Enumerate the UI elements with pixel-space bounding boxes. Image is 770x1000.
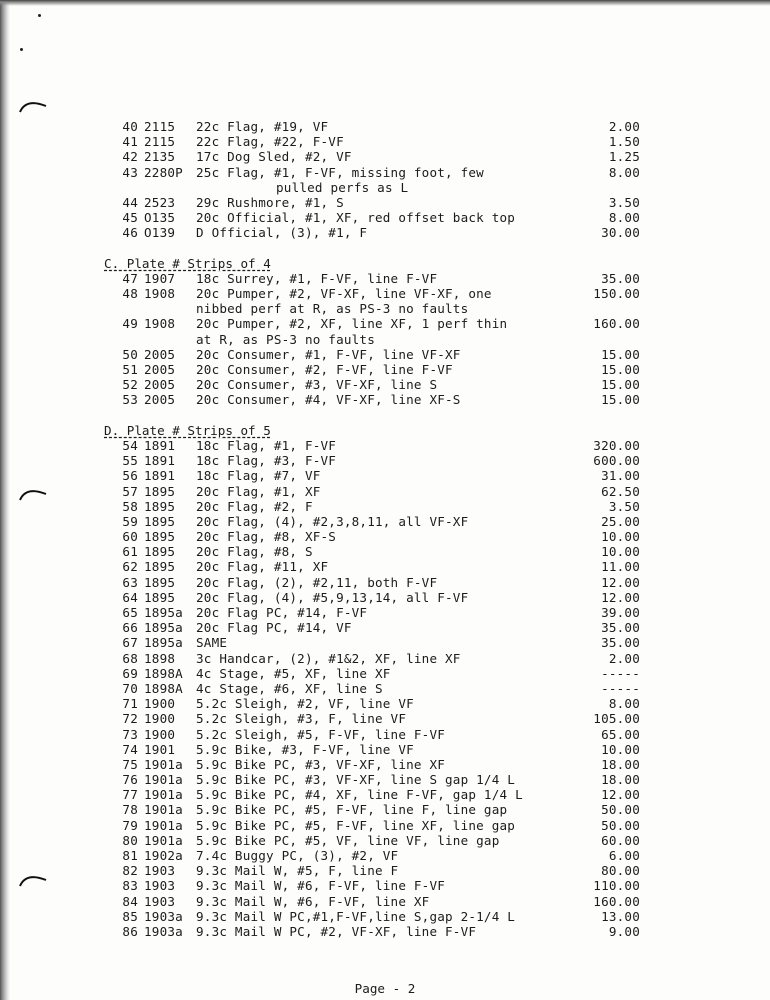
lot-number: 62 [122, 559, 138, 575]
lot-description: 20c Flag PC, #14, VF [196, 620, 352, 636]
lot-description: 20c Pumper, #2, VF-XF, line VF-XF, one [196, 286, 492, 302]
lot-row [102, 484, 662, 499]
lot-row [102, 316, 662, 331]
lot-number: 41 [122, 134, 138, 150]
lot-row [102, 833, 662, 848]
lot-price: 80.00 [601, 863, 640, 879]
section-heading: C. Plate # Strips of 4 [104, 255, 271, 271]
catalog-number: 1903 [144, 893, 176, 909]
catalog-number: 2115 [144, 119, 176, 134]
lot-description: 9.3c Mail W PC,#1,F-VF,line S,gap 2-1/4 L [196, 908, 516, 924]
lot-number: 67 [122, 635, 138, 651]
lot-row-continuation [102, 180, 662, 195]
lot-description: D Official, (3), #1, F [196, 225, 368, 241]
catalog-number: 1895 [144, 498, 176, 514]
lot-number: 74 [122, 741, 138, 757]
lot-description: 5.2c Sleigh, #2, VF, line VF [196, 696, 414, 712]
lot-price: 3.50 [608, 194, 640, 210]
catalog-number: 1895a [144, 620, 183, 636]
lot-price: 110.00 [593, 878, 640, 894]
lot-description: 5.2c Sleigh, #3, F, line VF [196, 711, 407, 727]
lot-row [102, 271, 662, 286]
catalog-number: 1891 [144, 468, 176, 484]
lot-row [102, 605, 662, 620]
lot-number: 78 [122, 802, 138, 818]
lot-row [102, 225, 662, 240]
lot-price: 10.00 [601, 741, 640, 757]
lot-number: 60 [122, 529, 138, 545]
lot-row [102, 392, 662, 407]
lot-number: 85 [122, 908, 138, 924]
lot-row [102, 818, 662, 833]
catalog-number: 1901a [144, 772, 183, 788]
lot-row [102, 468, 662, 483]
lot-row [102, 590, 662, 605]
binder-hole-mark [18, 870, 48, 888]
lot-description: 4c Stage, #6, XF, line S [196, 680, 383, 696]
lot-price: 15.00 [601, 377, 640, 393]
catalog-number: 1901a [144, 756, 183, 772]
lot-row [102, 878, 662, 893]
lot-row [102, 635, 662, 650]
lot-number: 82 [122, 863, 138, 879]
lot-description: 20c Flag, #8, XF-S [196, 529, 337, 545]
lot-price: 1.25 [608, 149, 640, 165]
lot-price: 18.00 [601, 756, 640, 772]
lot-description: 20c Consumer, #2, F-VF, line F-VF [196, 362, 453, 377]
lot-number: 80 [122, 832, 138, 848]
lot-price: 3.50 [608, 498, 640, 514]
lot-row [102, 529, 662, 544]
lot-price: 15.00 [601, 362, 640, 377]
catalog-number: 1891 [144, 437, 176, 453]
lot-price: 35.00 [601, 270, 640, 286]
lot-price: 35.00 [601, 620, 640, 636]
lot-row [102, 742, 662, 757]
lot-number: 42 [122, 149, 138, 165]
lot-number: 84 [122, 893, 138, 909]
lot-description: 9.3c Mail W, #6, F-VF, line F-VF [196, 878, 446, 894]
lot-number: 73 [122, 726, 138, 742]
lot-description: 20c Flag, (2), #2,11, both F-VF [196, 574, 438, 590]
lot-row [102, 772, 662, 787]
lot-row [102, 620, 662, 635]
lot-row [102, 453, 662, 468]
lot-price: 13.00 [601, 908, 640, 924]
lot-description: 20c Consumer, #3, VF-XF, line S [196, 377, 438, 393]
catalog-number: 1895 [144, 559, 176, 575]
lot-description: 18c Flag, #7, VF [196, 468, 321, 484]
catalog-number: 1903 [144, 878, 176, 894]
lot-row [102, 499, 662, 514]
lot-description: 22c Flag, #19, VF [196, 119, 329, 134]
lot-price: 8.00 [608, 164, 640, 180]
lot-price: 15.00 [601, 346, 640, 362]
lot-row [102, 666, 662, 681]
lot-number: 57 [122, 483, 138, 499]
lot-price: 600.00 [593, 453, 640, 469]
lot-number: 72 [122, 711, 138, 727]
lot-row [102, 149, 662, 164]
catalog-number: 1902a [144, 848, 183, 863]
catalog-number: 1895a [144, 605, 183, 620]
lot-price: 25.00 [601, 513, 640, 529]
lot-price: 2.00 [608, 119, 640, 134]
lot-description: 29c Rushmore, #1, S [196, 194, 344, 210]
lot-number: 66 [122, 620, 138, 636]
lot-number: 65 [122, 605, 138, 620]
lot-description: 20c Official, #1, XF, red offset back top [196, 210, 516, 226]
lot-description: 3c Handcar, (2), #1&2, XF, line XF [196, 650, 461, 666]
lot-description-continued: at R, as PS-3 no faults [196, 331, 375, 347]
lot-row [102, 909, 662, 924]
lot-number: 45 [122, 210, 138, 226]
lot-description-continued: pulled perfs as L [276, 179, 409, 195]
lot-description: 20c Pumper, #2, XF, line XF, 1 perf thin [196, 316, 508, 332]
lot-number: 63 [122, 574, 138, 590]
lot-price: 150.00 [593, 286, 640, 302]
lot-description: 20c Flag PC, #14, F-VF [196, 605, 368, 620]
lot-description: 20c Consumer, #1, F-VF, line VF-XF [196, 346, 461, 362]
lot-row [102, 210, 662, 225]
catalog-number: O135 [144, 210, 176, 226]
scan-left-edge [0, 0, 10, 1000]
lot-row [102, 119, 662, 134]
lot-row [102, 727, 662, 742]
lot-row [102, 757, 662, 772]
lot-row [102, 362, 662, 377]
lot-description: 5.9c Bike PC, #3, VF-XF, line S gap 1/4 L [196, 772, 516, 788]
lot-description: 5.9c Bike PC, #3, VF-XF, line XF [196, 756, 446, 772]
lot-row [102, 347, 662, 362]
lot-price: 1.50 [608, 134, 640, 150]
lot-price: 6.00 [608, 848, 640, 863]
catalog-number: 2005 [144, 362, 176, 377]
section-heading: D. Plate # Strips of 5 [104, 422, 271, 438]
lot-description: 20c Flag, #8, S [196, 544, 313, 560]
lot-description: 17c Dog Sled, #2, VF [196, 149, 352, 165]
lot-number: 46 [122, 225, 138, 241]
catalog-number: 2005 [144, 346, 176, 362]
lot-description: 20c Consumer, #4, VF-XF, line XF-S [196, 392, 461, 408]
lot-row [102, 681, 662, 696]
lot-number: 77 [122, 787, 138, 803]
catalog-number: 1898 [144, 650, 176, 666]
scan-speck [38, 14, 41, 17]
lot-description: 20c Flag, #1, XF [196, 483, 321, 499]
lot-description: 5.9c Bike, #3, F-VF, line VF [196, 741, 414, 757]
lot-number: 56 [122, 468, 138, 484]
lot-row [102, 377, 662, 392]
catalog-number: 1895 [144, 529, 176, 545]
section-heading-row [102, 423, 662, 438]
catalog-number: 1898A [144, 665, 183, 681]
binder-hole-mark [18, 484, 48, 502]
lot-price: 12.00 [601, 589, 640, 605]
lot-number: 61 [122, 544, 138, 560]
scan-speck [20, 48, 23, 51]
section-gap [102, 408, 662, 423]
lot-description: 5.9c Bike PC, #5, VF, line VF, line gap [196, 832, 500, 848]
lot-row [102, 894, 662, 909]
lot-row [102, 651, 662, 666]
catalog-number: 1895a [144, 635, 183, 651]
lot-number: 49 [122, 316, 138, 332]
lot-price: 65.00 [601, 726, 640, 742]
catalog-number: 1891 [144, 453, 176, 469]
catalog-number: 2005 [144, 392, 176, 408]
lot-description: 20c Flag, (4), #5,9,13,14, all F-VF [196, 589, 469, 605]
lot-description: 25c Flag, #1, F-VF, missing foot, few [196, 164, 484, 180]
lot-price: 320.00 [593, 437, 640, 453]
lot-description: 18c Surrey, #1, F-VF, line F-VF [196, 270, 438, 286]
lot-number: 51 [122, 362, 138, 377]
lot-description: 9.3c Mail W, #5, F, line F [196, 863, 399, 879]
lot-row [102, 195, 662, 210]
lot-price: 31.00 [601, 468, 640, 484]
lot-price: 8.00 [608, 210, 640, 226]
lot-number: 53 [122, 392, 138, 408]
catalog-number: 1901a [144, 832, 183, 848]
lot-price: 30.00 [601, 225, 640, 241]
catalog-number: 2135 [144, 149, 176, 165]
lot-description: SAME [196, 635, 228, 651]
catalog-number: 1903a [144, 908, 183, 924]
catalog-number: 2280P [144, 164, 183, 180]
lot-price: 160.00 [593, 893, 640, 909]
lot-number: 40 [122, 119, 138, 134]
lot-row [102, 848, 662, 863]
lot-row [102, 696, 662, 711]
lot-number: 69 [122, 665, 138, 681]
lot-price: 12.00 [601, 574, 640, 590]
lot-number: 52 [122, 377, 138, 393]
binder-hole-mark [18, 96, 48, 114]
lot-number: 83 [122, 878, 138, 894]
lot-number: 47 [122, 270, 138, 286]
lot-number: 70 [122, 680, 138, 696]
lot-row [102, 863, 662, 878]
lot-row [102, 924, 662, 939]
lot-description: 5.9c Bike PC, #4, XF, line F-VF, gap 1/4 L [196, 787, 523, 803]
lot-price: 10.00 [601, 544, 640, 560]
catalog-number: 1895 [144, 483, 176, 499]
lot-row [102, 559, 662, 574]
catalog-number: 1901a [144, 817, 183, 833]
lot-row-continuation [102, 332, 662, 347]
lot-price: 2.00 [608, 650, 640, 666]
lot-description: 20c Flag, (4), #2,3,8,11, all VF-XF [196, 513, 469, 529]
section-heading-row [102, 256, 662, 271]
lot-price: 60.00 [601, 832, 640, 848]
catalog-number: 1903 [144, 863, 176, 879]
lot-number: 79 [122, 817, 138, 833]
lot-row-continuation [102, 301, 662, 316]
lot-price: 10.00 [601, 529, 640, 545]
lot-row [102, 286, 662, 301]
lot-description: 20c Flag, #11, XF [196, 559, 329, 575]
lot-row [102, 787, 662, 802]
catalog-number: O139 [144, 225, 176, 241]
lot-row [102, 575, 662, 590]
catalog-number: 2115 [144, 134, 176, 150]
lot-row [102, 438, 662, 453]
lot-price: 18.00 [601, 772, 640, 788]
catalog-number: 1900 [144, 711, 176, 727]
lot-row [102, 544, 662, 559]
lot-number: 58 [122, 498, 138, 514]
catalog-number: 1895 [144, 544, 176, 560]
lot-price: ----- [601, 680, 640, 696]
lot-description: 9.3c Mail W PC, #2, VF-XF, line F-VF [196, 923, 477, 939]
lot-number: 64 [122, 589, 138, 605]
lot-description: 4c Stage, #5, XF, line XF [196, 665, 391, 681]
lot-description: 7.4c Buggy PC, (3), #2, VF [196, 848, 399, 863]
lot-price: 50.00 [601, 817, 640, 833]
lot-price: 160.00 [593, 316, 640, 332]
scan-top-edge [0, 0, 770, 6]
lot-row [102, 711, 662, 726]
lot-row [102, 134, 662, 149]
lot-number: 48 [122, 286, 138, 302]
lot-description: 5.2c Sleigh, #5, F-VF, line F-VF [196, 726, 446, 742]
catalog-number: 2523 [144, 194, 176, 210]
lot-number: 54 [122, 437, 138, 453]
lot-number: 86 [122, 923, 138, 939]
section-gap [102, 241, 662, 256]
lot-number: 75 [122, 756, 138, 772]
catalog-number: 1895 [144, 589, 176, 605]
lot-number: 44 [122, 194, 138, 210]
lot-price: 62.50 [601, 483, 640, 499]
catalog-number: 1900 [144, 696, 176, 712]
lot-description: 18c Flag, #3, F-VF [196, 453, 337, 469]
lot-list [102, 119, 662, 939]
lot-description-continued: nibbed perf at R, as PS-3 no faults [196, 301, 469, 317]
lot-description: 18c Flag, #1, F-VF [196, 437, 337, 453]
catalog-number: 1908 [144, 286, 176, 302]
lot-number: 59 [122, 513, 138, 529]
lot-price: 35.00 [601, 635, 640, 651]
lot-row [102, 802, 662, 817]
catalog-number: 1908 [144, 316, 176, 332]
lot-number: 43 [122, 164, 138, 180]
lot-description: 5.9c Bike PC, #5, F-VF, line XF, line gap [196, 817, 516, 833]
lot-price: ----- [601, 665, 640, 681]
catalog-number: 1900 [144, 726, 176, 742]
catalog-number: 1895 [144, 513, 176, 529]
catalog-number: 1907 [144, 270, 176, 286]
lot-price: 15.00 [601, 392, 640, 408]
lot-price: 12.00 [601, 787, 640, 803]
lot-price: 50.00 [601, 802, 640, 818]
catalog-number: 1898A [144, 680, 183, 696]
lot-price: 39.00 [601, 605, 640, 620]
lot-price: 11.00 [601, 559, 640, 575]
lot-description: 9.3c Mail W, #6, F-VF, line XF [196, 893, 430, 909]
lot-number: 50 [122, 346, 138, 362]
lot-number: 55 [122, 453, 138, 469]
lot-price: 105.00 [593, 711, 640, 727]
catalog-number: 1901 [144, 741, 176, 757]
catalog-number: 1901a [144, 787, 183, 803]
lot-description: 22c Flag, #22, F-VF [196, 134, 344, 150]
page-footer: Page - 2 [354, 981, 416, 996]
lot-row [102, 165, 662, 180]
catalog-number: 1903a [144, 923, 183, 939]
lot-description: 5.9c Bike PC, #5, F-VF, line F, line gap [196, 802, 508, 818]
lot-description: 20c Flag, #2, F [196, 498, 313, 514]
catalog-number: 1901a [144, 802, 183, 818]
lot-price: 9.00 [608, 923, 640, 939]
catalog-number: 1895 [144, 574, 176, 590]
lot-price: 8.00 [608, 696, 640, 712]
catalog-number: 2005 [144, 377, 176, 393]
lot-row [102, 514, 662, 529]
lot-number: 71 [122, 696, 138, 712]
lot-number: 76 [122, 772, 138, 788]
lot-number: 68 [122, 650, 138, 666]
lot-number: 81 [122, 848, 138, 863]
